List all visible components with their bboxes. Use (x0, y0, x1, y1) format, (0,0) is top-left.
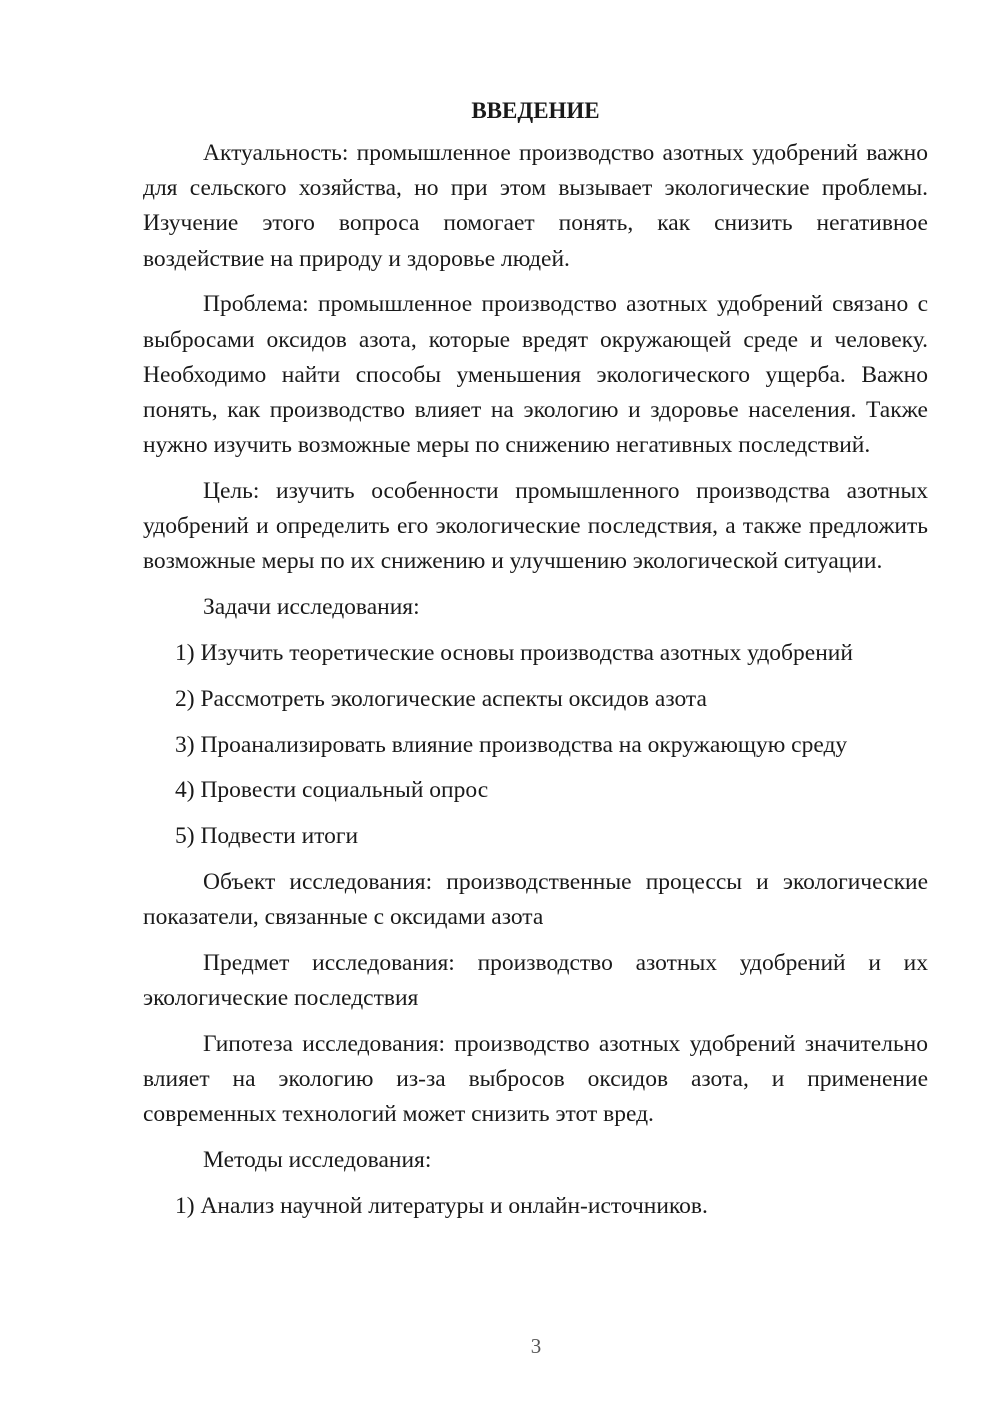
task-item: 1) Изучить теоретические основы производства азотных удобрений (175, 640, 853, 667)
subject-paragraph: Предмет исследования: производство азотных удобрений и их экологические последствия (143, 950, 928, 1012)
page-number: 3 (530, 1334, 542, 1358)
tasks-label: Задачи исследования: (203, 594, 420, 621)
goal-paragraph: Цель: изучить особенности промышленного производства азотных удобрений и определить его экологические последствия, а также предложить возможные меры по их снижению и улучшению экологической ситуации. (143, 478, 928, 575)
page-content (143, 96, 928, 1235)
task-item: 5) Подвести итоги (175, 823, 359, 850)
methods-list (143, 1189, 928, 1224)
section-heading: ВВЕДЕНИЕ (471, 98, 600, 123)
problem-paragraph: Проблема: промышленное производство азотных удобрений связано с выбросами оксидов азота, которые вредят окружающей среде и человеку. Необходимо найти способы уменьшения экологического ущерба. Важно понять, как производство влияет на экологию и здоровье населения. Также нужно изучить возможные меры по снижению негативных последствий. (143, 291, 928, 459)
hypothesis-paragraph: Гипотеза исследования: производство азотных удобрений значительно влияет на экологию из-за выбросов оксидов азота, и применение современных технологий может снизить этот вред. (143, 1031, 928, 1128)
task-item: 3) Проанализировать влияние производства на окружающую среду (175, 731, 848, 758)
relevance-paragraph: Актуальность: промышленное производство азотных удобрений важно для сельского хозяйства, но при этом вызывает экологические проблемы. Изучение этого вопроса помогает понять, как снизить негативное воздействие на природу и здоровье людей. (143, 140, 928, 272)
object-paragraph: Объект исследования: производственные процессы и экологические показатели, связанные с оксидами азота (143, 869, 928, 931)
method-item: 1) Анализ научной литературы и онлайн-источников. (175, 1193, 708, 1219)
tasks-list (143, 636, 928, 854)
task-item: 2) Рассмотреть экологические аспекты оксидов азота (175, 685, 707, 712)
task-item: 4) Провести социальный опрос (175, 777, 489, 804)
methods-label: Методы исследования: (203, 1147, 432, 1174)
